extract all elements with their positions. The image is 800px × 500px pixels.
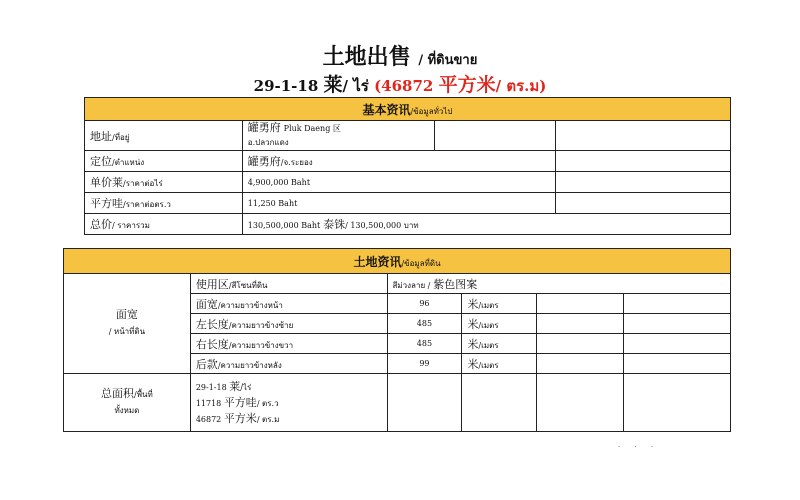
- front-length-unit-cn: 米: [467, 297, 479, 311]
- price-per-wa-label-cn: 平方哇: [90, 197, 123, 210]
- price-per-wa-value: 11,250 Baht: [242, 193, 556, 214]
- total-area-rai-num: 29-1-18: [195, 382, 227, 392]
- subtitle-area-open: (46872: [374, 77, 434, 95]
- empty-cell: [556, 193, 731, 214]
- price-per-rai-label: [85, 172, 243, 193]
- subtitle-area-th: / ตร.ม): [495, 77, 547, 95]
- total-price-label-th: / ราคารวม: [112, 221, 150, 230]
- total-area-label-th: /พื้นที่: [134, 390, 153, 399]
- back-length-label-th: /ความยาวข้างหลัง: [217, 360, 282, 370]
- page-title: [0, 40, 800, 71]
- right-length-unit-th: /เมตร: [478, 340, 499, 350]
- zone-value-cn: 紫色图案: [433, 277, 478, 291]
- location-value: [242, 151, 556, 172]
- total-area-label-cn: 总面积: [101, 387, 135, 400]
- location-label: [85, 151, 243, 172]
- empty-cell: [387, 374, 462, 432]
- total-area-sqm-cn: 平方米: [223, 411, 257, 425]
- total-area-label-th2: ทั้งหมด: [114, 406, 140, 415]
- right-length-value: 485: [387, 334, 462, 354]
- empty-cell: [462, 374, 537, 432]
- left-length-label-cn: 左长度: [195, 317, 229, 331]
- address-value-extra: Pluk Daeng 区: [283, 124, 341, 133]
- zone-value-th: สีม่วงลาย /: [392, 280, 431, 290]
- total-price-value: [242, 214, 730, 235]
- address-label-cn: 地址: [90, 129, 112, 143]
- back-length-unit-th: /เมตร: [478, 360, 499, 370]
- total-area-label: [64, 374, 191, 432]
- price-per-rai-label-cn: 单价莱: [90, 176, 123, 189]
- basic-info-header-th: /ข้อมูลทั่วไป: [410, 106, 453, 116]
- address-value: [242, 121, 434, 151]
- table-row: [85, 193, 731, 214]
- total-area-value: [190, 374, 387, 432]
- front-length-label: [190, 294, 387, 314]
- page-subtitle: [0, 70, 800, 98]
- address-label: [85, 121, 243, 151]
- price-per-wa-label: [85, 193, 243, 214]
- front-length-unit: [462, 294, 537, 314]
- empty-cell: [556, 172, 731, 193]
- empty-cell: [537, 374, 624, 432]
- address-label-th: /ที่อยู่: [112, 132, 130, 142]
- total-area-sqm-th: / ตร.ม: [256, 414, 280, 424]
- price-per-wa-label-th: /ราคาต่อตร.ว: [123, 200, 171, 209]
- back-length-unit: [462, 354, 537, 374]
- frontage-group-label-cn: 面宽: [115, 308, 138, 321]
- land-info-table: [63, 248, 731, 432]
- title-sub: / ที่ดินขาย: [418, 53, 478, 68]
- table-row: [85, 172, 731, 193]
- total-area-wa-th: / ตร.ว: [256, 398, 279, 408]
- right-length-label-th: /ความยาวข้างขวา: [228, 340, 294, 350]
- total-price-value-cn: 泰铢: [323, 218, 346, 231]
- basic-info-table: [84, 97, 731, 235]
- table-row: [85, 214, 731, 235]
- total-area-wa-cn: 平方哇: [223, 395, 257, 409]
- subtitle-unit-th: / ไร่: [342, 77, 369, 95]
- total-area-wa-num: 11718: [195, 398, 222, 408]
- table-row: [85, 121, 731, 151]
- table-row: [64, 374, 731, 432]
- location-value-th: /จ.ระยอง: [280, 158, 313, 167]
- basic-info-header-cn: 基本资讯: [362, 102, 411, 117]
- empty-cell: [624, 334, 731, 354]
- right-length-label: [190, 334, 387, 354]
- left-length-unit-cn: 米: [467, 317, 479, 331]
- empty-cell: [537, 314, 624, 334]
- empty-cell: [556, 151, 731, 172]
- total-area-rai-cn: 莱: [229, 379, 241, 393]
- left-length-label: [190, 314, 387, 334]
- total-area-rai-th: /ไร่: [240, 382, 252, 392]
- empty-cell: [624, 294, 731, 314]
- zone-value: [387, 274, 731, 294]
- right-length-label-cn: 右长度: [195, 337, 229, 351]
- empty-cell: [537, 354, 624, 374]
- location-value-cn: 罐勇府: [247, 155, 281, 168]
- empty-cell: [624, 314, 731, 334]
- frontage-group-label-th: / หน้าที่ดิน: [108, 327, 146, 336]
- frontage-group-label: [64, 274, 191, 374]
- land-info-header-th: /ข้อมูลที่ดิน: [401, 258, 441, 268]
- left-length-unit: [462, 314, 537, 334]
- title-main: 土地出售: [322, 44, 411, 70]
- zone-label: [190, 274, 387, 294]
- empty-cell: [624, 374, 731, 432]
- left-length-unit-th: /เมตร: [478, 320, 499, 330]
- front-length-label-th: /ความยาวข้างหน้า: [217, 300, 283, 310]
- decorative-dots: · · ·: [618, 443, 660, 451]
- location-label-th: /ตำแหน่ง: [112, 158, 145, 167]
- empty-cell: [537, 294, 624, 314]
- empty-cell: [434, 121, 556, 151]
- subtitle-unit-cn: 莱: [323, 74, 343, 96]
- zone-label-th: /สีโซนที่ดิน: [228, 280, 268, 290]
- address-value-line2: อ.ปลวกแดง: [247, 138, 289, 147]
- right-length-unit: [462, 334, 537, 354]
- subtitle-area: [374, 74, 547, 96]
- price-per-rai-value: 4,900,000 Baht: [242, 172, 556, 193]
- location-label-cn: 定位: [90, 155, 112, 168]
- left-length-value: 485: [387, 314, 462, 334]
- land-info-header-cn: 土地资讯: [353, 254, 402, 269]
- total-price-value-b: / 130,500,000 บาท: [345, 221, 419, 230]
- empty-cell: [556, 121, 731, 151]
- total-price-label: [85, 214, 243, 235]
- table-row: [85, 151, 731, 172]
- land-info-header: [64, 249, 731, 274]
- back-length-value: 99: [387, 354, 462, 374]
- table-row: [64, 274, 731, 294]
- total-price-value-a: 130,500,000 Baht: [247, 221, 321, 230]
- address-value-cn: 罐勇府: [247, 121, 281, 134]
- empty-cell: [537, 334, 624, 354]
- front-length-value: 96: [387, 294, 462, 314]
- total-price-label-cn: 总价: [90, 218, 112, 231]
- right-length-unit-cn: 米: [467, 337, 479, 351]
- back-length-label: [190, 354, 387, 374]
- subtitle-area-cn: 平方米: [438, 74, 496, 96]
- empty-cell: [624, 354, 731, 374]
- price-per-rai-label-th: /ราคาต่อไร่: [123, 179, 163, 188]
- back-length-label-cn: 后款: [195, 357, 218, 371]
- total-area-sqm-num: 46872: [195, 414, 222, 424]
- zone-label-cn: 使用区: [195, 277, 229, 291]
- front-length-label-cn: 面宽: [195, 297, 218, 311]
- subtitle-code: 29-1-18: [253, 77, 319, 95]
- left-length-label-th: /ความยาวข้างซ้าย: [228, 320, 294, 330]
- back-length-unit-cn: 米: [467, 357, 479, 371]
- front-length-unit-th: /เมตร: [478, 300, 499, 310]
- basic-info-header: [85, 98, 731, 121]
